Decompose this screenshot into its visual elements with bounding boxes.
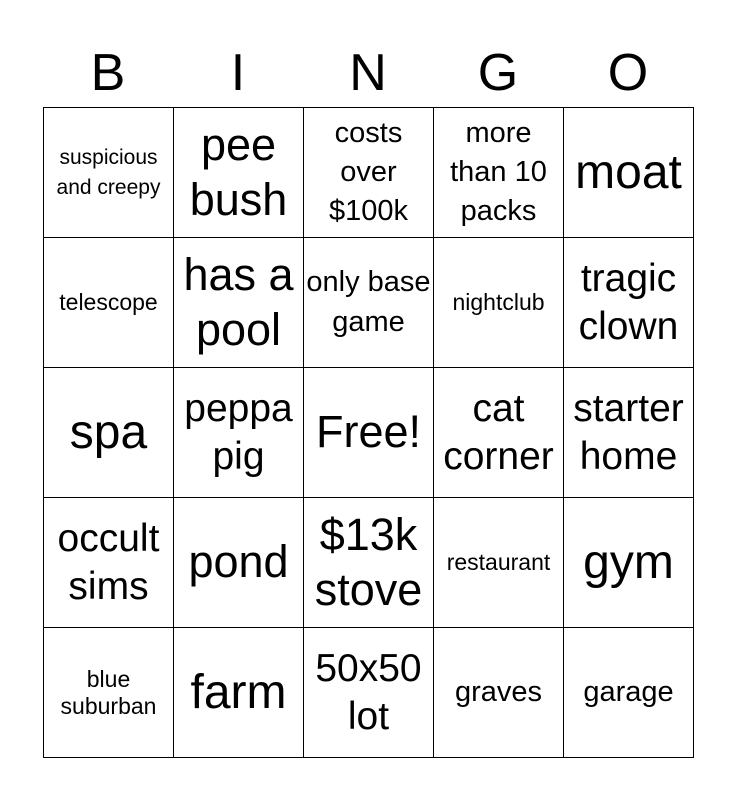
cell-label: farm [190,665,287,719]
cell-label: pee bush [189,118,288,225]
bingo-cell-r1c1[interactable] [44,108,174,238]
bingo-cell-r2c4[interactable] [434,238,564,368]
bingo-cell-r1c5[interactable] [564,108,694,238]
bingo-cell-r4c3[interactable] [304,498,434,628]
bingo-cell-r1c4[interactable] [434,108,564,238]
cell-label: nightclub [452,289,545,316]
free-space-cell[interactable] [304,368,434,498]
cell-label: spa [69,405,148,459]
cell-label: only base game [306,266,431,338]
cell-label: cat corner [443,386,554,478]
cell-label: telescope [59,289,158,316]
bingo-cell-r5c5[interactable] [564,628,694,758]
bingo-cell-r4c1[interactable] [44,498,174,628]
bingo-cell-r4c2[interactable] [174,498,304,628]
header-letter-i: I [230,44,246,102]
cell-label: occult sims [57,516,160,608]
bingo-cell-r4c4[interactable] [434,498,564,628]
cell-label: peppa pig [184,386,293,478]
bingo-cell-r2c3[interactable] [304,238,434,368]
cell-label: moat [575,145,682,199]
cell-label: more than 10 packs [450,116,547,228]
free-space-label: Free! [315,406,422,458]
cell-label: pond [188,536,289,588]
bingo-cell-r3c1[interactable] [44,368,174,498]
bingo-header [43,40,693,106]
header-letter-n: N [349,44,387,102]
bingo-cell-r3c5[interactable] [564,368,694,498]
bingo-cell-r2c5[interactable] [564,238,694,368]
bingo-cell-r5c3[interactable] [304,628,434,758]
bingo-cell-r2c1[interactable] [44,238,174,368]
cell-label: graves [454,675,543,708]
bingo-cell-r5c4[interactable] [434,628,564,758]
bingo-card-grid [43,107,694,758]
cell-label: gym [583,535,674,589]
bingo-cell-r3c2[interactable] [174,368,304,498]
bingo-cell-r2c2[interactable] [174,238,304,368]
cell-label: $13k stove [314,508,423,615]
cell-label: costs over $100k [328,116,408,228]
cell-label: tragic clown [578,256,679,348]
bingo-cell-r5c1[interactable] [44,628,174,758]
bingo-cell-r4c5[interactable] [564,498,694,628]
cell-label: restaurant [446,549,551,576]
cell-label: garage [583,675,674,708]
bingo-cell-r3c4[interactable] [434,368,564,498]
cell-label: 50x50 lot [315,646,422,738]
cell-label: has a pool [183,248,294,355]
cell-label: starter home [573,386,684,478]
cell-label: suspicious and creepy [56,146,161,199]
bingo-cell-r1c2[interactable] [174,108,304,238]
bingo-cell-r1c3[interactable] [304,108,434,238]
cell-label: blue suburban [60,666,157,719]
header-letter-g: G [477,44,519,102]
header-letter-o: O [607,44,649,102]
bingo-cell-r5c2[interactable] [174,628,304,758]
header-letter-b: B [90,44,126,102]
